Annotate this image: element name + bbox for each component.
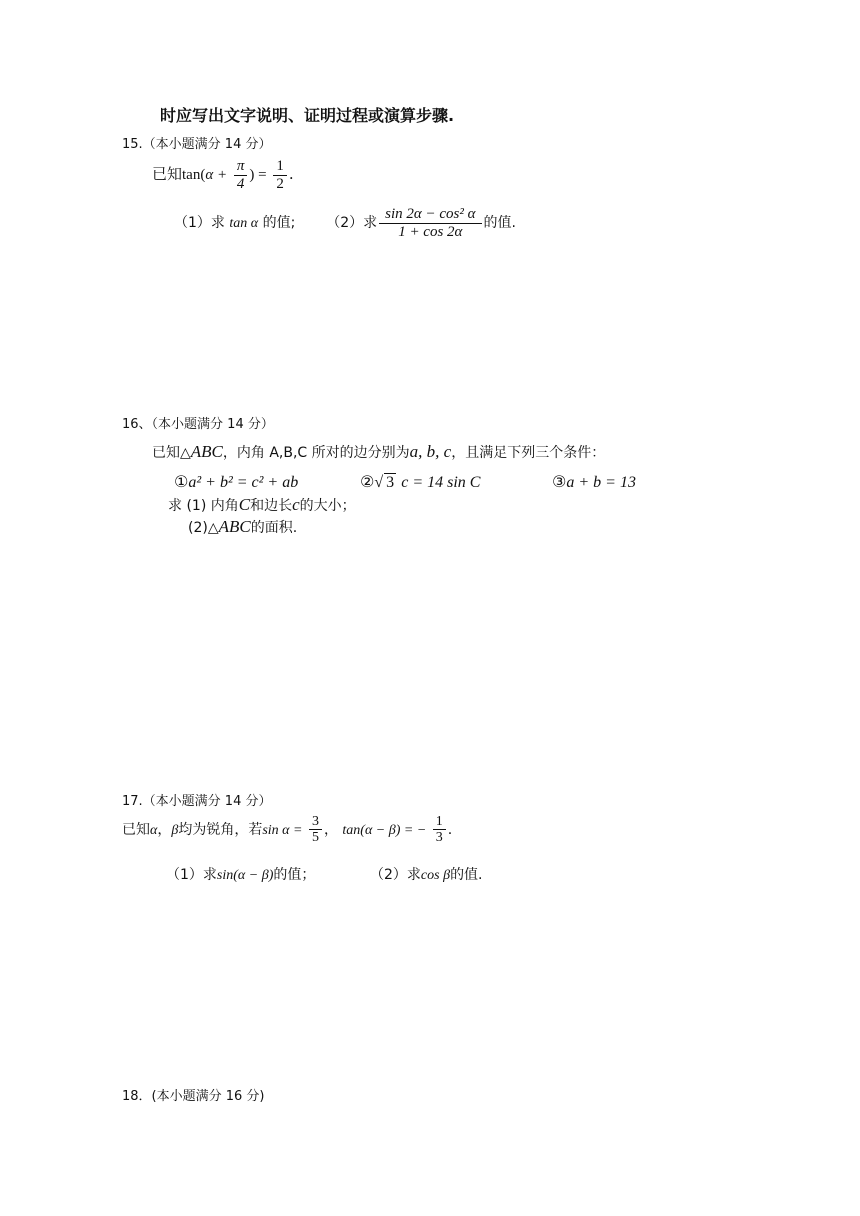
- q16-cond2-sqrt: 3: [386, 474, 395, 491]
- q16-ask2-suffix: 的面积.: [250, 520, 298, 536]
- q16-heading: 16、（本小题满分 14 分）: [122, 417, 274, 432]
- q17-sin-den: 5: [311, 830, 319, 846]
- q16-ask1-suffix: 的大小；: [299, 498, 356, 514]
- q15-part1-expr: tan α: [229, 216, 259, 231]
- q17-comma1: ，: [157, 821, 172, 838]
- q15-heading: 15.（本小题满分 14 分）: [122, 137, 272, 152]
- q16-sides: a, b, c: [409, 442, 452, 461]
- q16-given: [152, 442, 605, 462]
- q17-acute: 均为锐角，若: [178, 821, 263, 838]
- q15-part1-suffix: 的值;: [262, 215, 296, 231]
- q16-cond3-expr: a + b = 13: [566, 474, 636, 491]
- q17-part1-suffix: 的值；: [273, 867, 316, 883]
- q16-ask2-abc: ABC: [218, 517, 251, 536]
- q16-given-mid: ，内角 A,B,C 所对的边分别为: [222, 445, 410, 461]
- q16-given-prefix: 已知△: [152, 445, 191, 461]
- q15-part2-fraction: [379, 206, 481, 240]
- q15-part1-prefix: （1）求: [174, 215, 225, 231]
- q16-cond2-expr: c = 14 sin C: [401, 474, 481, 491]
- q16-conditions: [174, 472, 298, 492]
- q17-given-prefix: 已知: [122, 821, 150, 838]
- q17-tan-den: 3: [435, 830, 443, 846]
- q17-one-third: [433, 814, 446, 846]
- q17-part1: [166, 864, 315, 884]
- q16-abc: ABC: [190, 442, 223, 461]
- q17-tan-num: 1: [433, 814, 446, 830]
- q15-parts: [174, 206, 516, 240]
- q16-given-suffix: ，且满足下列三个条件：: [451, 445, 606, 461]
- q17-tan-expr: tan(α − β) = −: [342, 822, 427, 838]
- q17-comma2: ，: [323, 821, 338, 838]
- q16-ask1-c: c: [292, 495, 300, 514]
- q17-beta: β: [171, 822, 179, 838]
- q17-three-fifths: [309, 814, 322, 846]
- q16-cond2: ②√ 3 c = 14 sin C: [360, 472, 481, 491]
- q17-alpha: α: [150, 822, 158, 838]
- q15-given-prefix: 已知: [152, 165, 183, 183]
- q16-ask1: [168, 495, 356, 515]
- q15-given-tan: tan(: [182, 167, 206, 183]
- q15-pi-num: π: [234, 158, 248, 176]
- q15-part2-den: 1 + cos 2α: [398, 223, 463, 240]
- q17-heading: 17.（本小题满分 14 分）: [122, 794, 272, 809]
- q15-part2-num: sin 2α − cos² α: [379, 206, 481, 224]
- q16-ask2: [188, 517, 297, 537]
- q15-one-half: [273, 158, 287, 192]
- q17-sin-num: 3: [309, 814, 322, 830]
- q17-part1-expr: sin(α − β): [216, 868, 274, 883]
- q16-ask2-prefix: (2)△: [188, 520, 219, 536]
- q15-pi-den: 4: [236, 175, 245, 192]
- instruction-line: 时应写出文字说明、证明过程或演算步骤.: [160, 106, 455, 125]
- q18-heading: 18．(本小题满分 16 分): [122, 1089, 265, 1104]
- q15-part2-suffix: 的值.: [483, 215, 516, 231]
- q15-given-alpha: α +: [205, 167, 228, 183]
- q16-cond2-mark: ②: [360, 472, 375, 491]
- q16-cond1-mark: ①: [174, 472, 189, 491]
- q17-part2-prefix: （2）求: [370, 867, 421, 883]
- q17-part2-expr: cos β: [420, 868, 451, 883]
- q16-cond3: [552, 472, 636, 492]
- q17-part2-suffix: 的值.: [450, 867, 483, 883]
- q16-ask1-mid: 和边长: [250, 498, 293, 514]
- q15-part2-prefix: （2）求: [326, 215, 378, 231]
- q17-part1-prefix: （1）求: [166, 867, 217, 883]
- q15-half-den: 2: [276, 175, 284, 192]
- q15-half-num: 1: [273, 158, 287, 176]
- q16-ask1-C: C: [238, 495, 251, 514]
- q16-cond1-expr: a² + b² = c² + ab: [188, 474, 299, 491]
- q15-period: .: [288, 165, 294, 183]
- q16-cond3-mark: ③: [552, 472, 567, 491]
- q17-sin-expr: sin α =: [262, 822, 303, 838]
- q15-given: [152, 158, 294, 192]
- q15-close-eq: ) =: [249, 167, 267, 183]
- q17-given: [122, 814, 452, 846]
- q15-pi-over-4: [234, 158, 248, 192]
- q17-part2: [370, 864, 483, 884]
- q16-ask1-prefix: 求 (1) 内角: [168, 498, 239, 514]
- q17-period: .: [447, 821, 453, 838]
